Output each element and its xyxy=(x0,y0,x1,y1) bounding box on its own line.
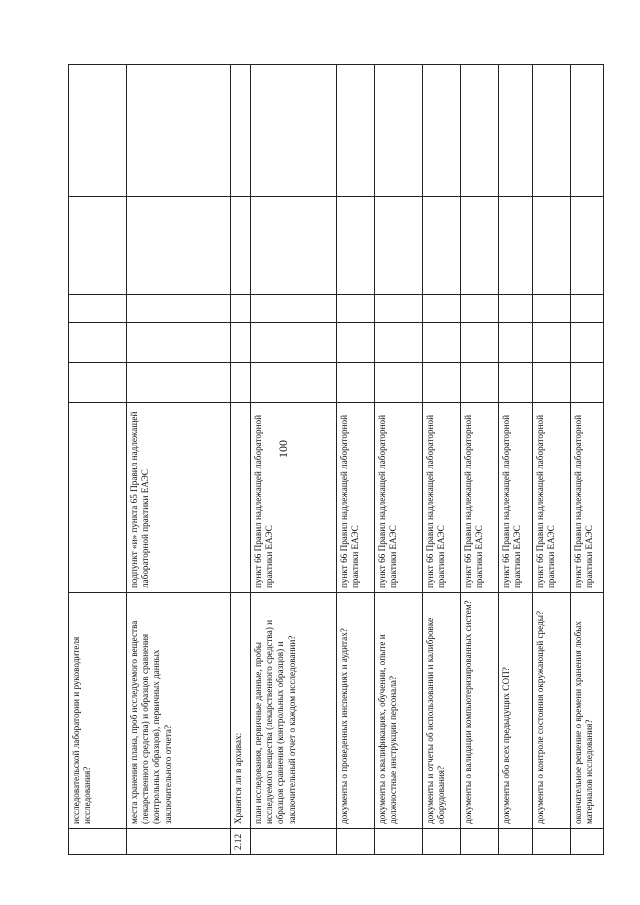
extra-cell xyxy=(461,65,499,197)
extra-cell xyxy=(251,65,337,197)
answer-no-cell xyxy=(337,323,375,363)
answer-na-cell xyxy=(461,295,499,323)
reference-cell: пункт 66 Правил надлежащей лабораторной практики ЕАЭС xyxy=(571,403,604,593)
answer-na-cell xyxy=(423,295,461,323)
question-cell: план исследования, первичные данные, пробы исследуемого вещества (лекарственного средства) и образцов сравнения (контрольных образцов) и заключительный отчет о каждом исследовании? xyxy=(251,593,337,829)
reference-cell: пункт 66 Правил надлежащей лабораторной практики ЕАЭС xyxy=(461,403,499,593)
reference-cell: пункт 66 Правил надлежащей лабораторной практики ЕАЭС xyxy=(499,403,533,593)
reference-cell: пункт 66 Правил надлежащей лабораторной практики ЕАЭС xyxy=(251,403,337,593)
note-cell xyxy=(571,197,604,295)
answer-yes-cell xyxy=(571,363,604,403)
question-cell: места хранения плана, проб исследуемого вещества (лекарственного средства) и образцов сравнения (контрольных образцов), первичных данных заключительного отчета? xyxy=(127,593,231,829)
answer-no-cell xyxy=(571,323,604,363)
reference-cell xyxy=(69,403,127,593)
answer-yes-cell xyxy=(69,363,127,403)
row-number xyxy=(461,829,499,855)
question-cell: документы и отчеты об использовании и калибровке оборудования? xyxy=(423,593,461,829)
extra-cell xyxy=(337,65,375,197)
question-cell: окончательное решение о времени хранения любых материалов исследования? xyxy=(571,593,604,829)
extra-cell xyxy=(375,65,423,197)
note-cell xyxy=(533,197,571,295)
row-number xyxy=(499,829,533,855)
answer-na-cell xyxy=(251,295,337,323)
reference-cell: пункт 66 Правил надлежащей лабораторной практики ЕАЭС xyxy=(533,403,571,593)
row-number xyxy=(375,829,423,855)
question-cell: документы обо всех предыдущих СОП? xyxy=(499,593,533,829)
answer-yes-cell xyxy=(231,363,251,403)
answer-no-cell xyxy=(461,323,499,363)
table-row xyxy=(337,65,375,855)
extra-cell xyxy=(423,65,461,197)
reference-cell xyxy=(231,403,251,593)
row-number xyxy=(423,829,461,855)
answer-no-cell xyxy=(69,323,127,363)
answer-no-cell xyxy=(251,323,337,363)
question-cell: исследовательской лаборатории и руководителя исследования? xyxy=(69,593,127,829)
reference-cell: пункт 66 Правил надлежащей лабораторной практики ЕАЭС xyxy=(375,403,423,593)
answer-yes-cell xyxy=(251,363,337,403)
table-row xyxy=(127,65,231,855)
answer-yes-cell xyxy=(533,363,571,403)
answer-yes-cell xyxy=(461,363,499,403)
answer-yes-cell xyxy=(423,363,461,403)
answer-na-cell xyxy=(231,295,251,323)
answer-na-cell xyxy=(69,295,127,323)
row-number xyxy=(571,829,604,855)
extra-cell xyxy=(533,65,571,197)
answer-na-cell xyxy=(127,295,231,323)
reference-cell: пункт 66 Правил надлежащей лабораторной практики ЕАЭС xyxy=(423,403,461,593)
row-number xyxy=(127,829,231,855)
reference-cell: пункт 66 Правил надлежащей лабораторной практики ЕАЭС xyxy=(337,403,375,593)
answer-yes-cell xyxy=(375,363,423,403)
note-cell xyxy=(337,197,375,295)
checklist-table xyxy=(68,64,604,855)
row-number xyxy=(337,829,375,855)
reference-cell: подпункт «и» пункта 65 Правил надлежащей лабораторной практики ЕАЭС xyxy=(127,403,231,593)
table-row xyxy=(533,65,571,855)
answer-no-cell xyxy=(423,323,461,363)
table-row xyxy=(423,65,461,855)
table-row xyxy=(231,65,251,855)
table-row xyxy=(251,65,337,855)
note-cell xyxy=(461,197,499,295)
answer-no-cell xyxy=(499,323,533,363)
note-cell xyxy=(375,197,423,295)
question-cell: документы о квалификациях, обучении, опыте и должностные инструкции персонала? xyxy=(375,593,423,829)
table-row xyxy=(375,65,423,855)
extra-cell xyxy=(127,65,231,197)
answer-na-cell xyxy=(499,295,533,323)
question-cell: документы о контроле состояния окружающей среды? xyxy=(533,593,571,829)
page-number: 100 xyxy=(276,440,290,458)
note-cell xyxy=(423,197,461,295)
answer-no-cell xyxy=(375,323,423,363)
answer-na-cell xyxy=(375,295,423,323)
note-cell xyxy=(69,197,127,295)
note-cell xyxy=(127,197,231,295)
extra-cell xyxy=(69,65,127,197)
note-cell xyxy=(499,197,533,295)
answer-na-cell xyxy=(571,295,604,323)
extra-cell xyxy=(231,65,251,197)
answer-no-cell xyxy=(127,323,231,363)
checklist-table-rotated xyxy=(68,65,603,855)
extra-cell xyxy=(499,65,533,197)
answer-na-cell xyxy=(533,295,571,323)
answer-no-cell xyxy=(533,323,571,363)
answer-yes-cell xyxy=(337,363,375,403)
row-number xyxy=(251,829,337,855)
answer-yes-cell xyxy=(499,363,533,403)
table-row xyxy=(499,65,533,855)
row-number xyxy=(533,829,571,855)
question-cell: Хранятся ли в архивах: xyxy=(231,593,251,829)
question-cell: документы о валидации компьютеризированных систем? xyxy=(461,593,499,829)
question-cell: документы о проведенных инспекциях и аудитах? xyxy=(337,593,375,829)
note-cell xyxy=(251,197,337,295)
table-row xyxy=(571,65,604,855)
row-number: 2.12 xyxy=(231,829,251,855)
answer-yes-cell xyxy=(127,363,231,403)
answer-no-cell xyxy=(231,323,251,363)
table-row xyxy=(69,65,127,855)
row-number xyxy=(69,829,127,855)
answer-na-cell xyxy=(337,295,375,323)
table-row xyxy=(461,65,499,855)
note-cell xyxy=(231,197,251,295)
extra-cell xyxy=(571,65,604,197)
